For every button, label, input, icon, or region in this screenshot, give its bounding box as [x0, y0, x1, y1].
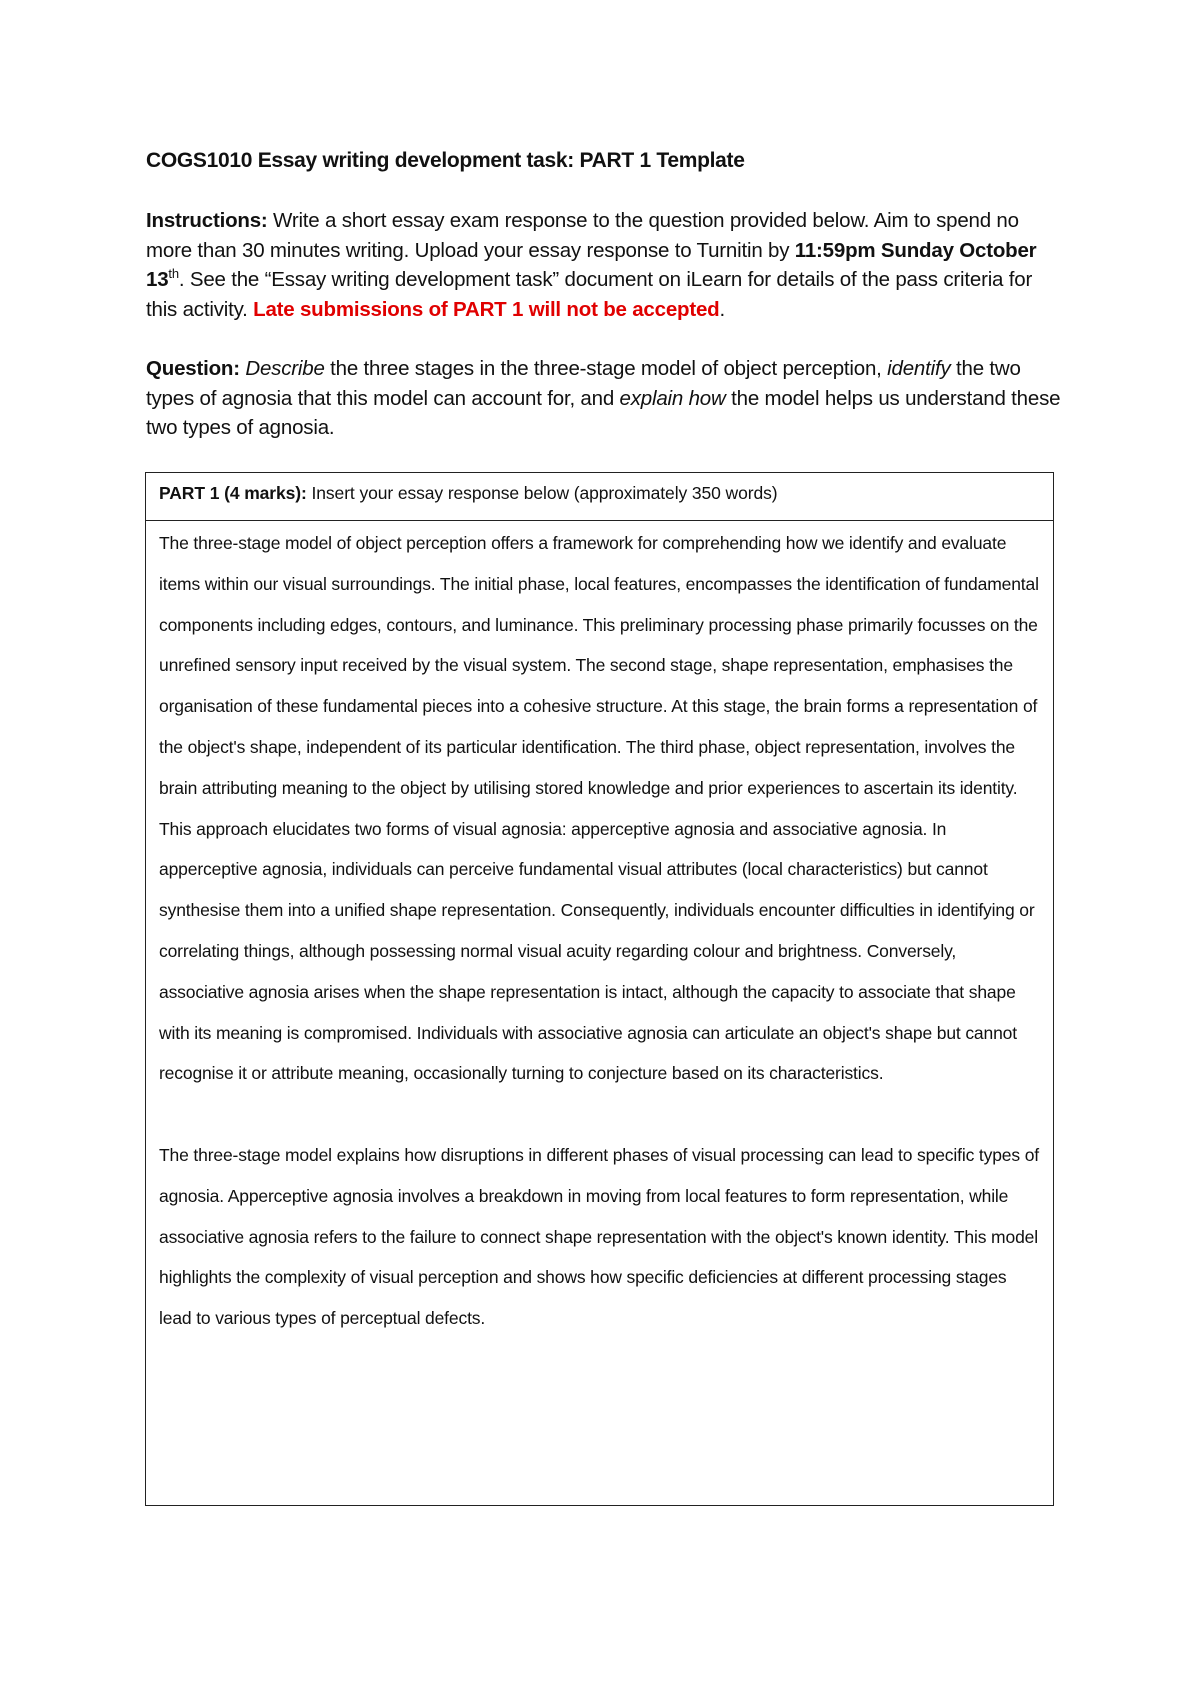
essay-paragraph-1: The three-stage model of object perception offers a framework for comprehending how we identify and evaluate items within our visual surroundings. The initial phase, local features, encompasses the identification of fundamental components including edges, contours, and luminance. This preliminary processing phase primarily focusses on the unrefined sensory input received by the visual system. The second stage, shape representation, emphasises the organisation of these fundamental pieces into a cohesive structure. At this stage, the brain forms a representation of the object's shape, independent of its particular identification. The third phase, object representation, involves the brain attributing meaning to the object by utilising stored knowledge and prior experiences to ascertain its identity. This approach elucidates two forms of visual agnosia: apperceptive agnosia and associative agnosia. In apperceptive agnosia, individuals can perceive fundamental visual attributes (local characteristics) but cannot synthesise them into a unified shape representation. Consequently, individuals encounter difficulties in identifying or correlating things, although possessing normal visual acuity regarding colour and brightness. Conversely, associative agnosia arises when the shape representation is intact, although the capacity to associate that shape with its meaning is compromised. Individuals with associative agnosia can articulate an object's shape but cannot recognise it or attribute meaning, occasionally turning to conjecture based on its characteristics.	[159, 533, 1039, 1084]
question-text-continued: the two types of agnosia that this model can account for, and	[146, 357, 1021, 410]
question-label: Question:	[146, 357, 240, 380]
verb-describe: Describe	[245, 357, 325, 380]
deadline-time: 11:59pm Sunday October 13	[146, 238, 1037, 291]
document-title: COGS1010 Essay writing development task: PART 1 Template	[146, 149, 745, 172]
deadline-suffix: th	[168, 266, 179, 282]
essay-paragraph-2: The three-stage model explains how disruptions in different phases of visual processing can lead to specific types of agnosia. Apperceptive agnosia involves a breakdown in moving from local features to form representation, while associative agnosia refers to the failure to connect shape representation with the object's known identity. This model highlights the complexity of visual perception and shows how specific deficiencies at different processing stages lead to various types of perceptual defects.	[159, 1144, 1039, 1329]
part-label: PART 1 (4 marks):	[159, 483, 307, 503]
verb-explain: explain how	[619, 386, 726, 410]
table-header-row	[146, 473, 1053, 521]
verb-identify: identify	[887, 357, 951, 380]
paragraph-gap	[159, 1094, 1041, 1135]
essay-response-table	[145, 472, 1054, 1506]
question-paragraph	[146, 354, 1066, 443]
question-text: the three stages in the three-stage model of object perception,	[324, 357, 888, 380]
instructions-paragraph	[146, 206, 1066, 324]
instructions-text: Write a short essay exam response to the question provided below. Aim to spend no more than 30 minutes writing. Upload your essay response to Turnitin by	[146, 209, 1019, 262]
instructions-end: .	[719, 297, 725, 321]
essay-response-cell[interactable]	[146, 521, 1053, 1339]
header-instruction: Insert your essay response below (approximately 350 words)	[306, 483, 778, 503]
late-submission-notice: Late submissions of PART 1 will not be accepted	[253, 297, 720, 321]
question-text-end: the model helps us understand these two types of agnosia.	[146, 386, 1061, 439]
instructions-label: Instructions:	[146, 209, 268, 232]
instructions-text-continued: . See the “Essay writing development task” document on iLearn for details of the pass criteria for this activity.	[146, 268, 1033, 321]
